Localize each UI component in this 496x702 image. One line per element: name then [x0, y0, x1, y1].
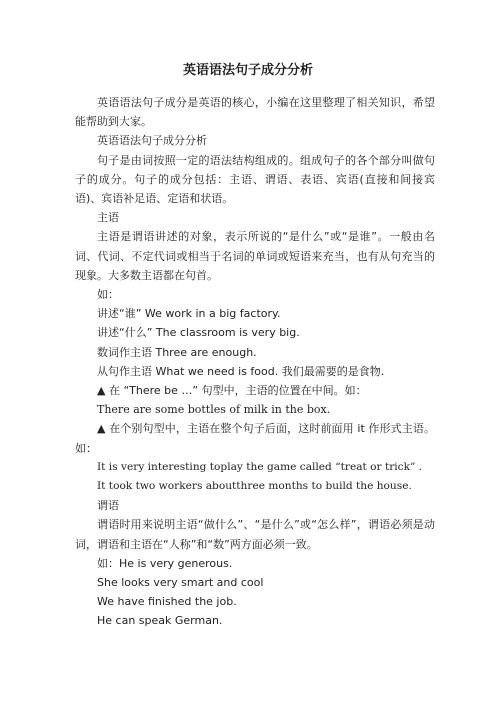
section-heading-analysis: 英语语法句子成分分析	[97, 134, 207, 148]
predicate-heading: 谓语	[97, 499, 119, 513]
definition-paragraph: 句子是由词按照一定的语法结构组成的。组成句子的各个部分叫做句子的成分。句子的成分包括：主语、谓语、表语、宾语(直接和间接宾语)、宾语补足语、定语和状语。	[75, 153, 435, 206]
example-there-be: There are some bottles of milk in the box.	[97, 403, 331, 417]
document-title: 英语语法句子成分分析	[182, 63, 313, 78]
predicate-example-4: He can speak German.	[97, 614, 223, 628]
predicate-example-3: We have finished the job.	[97, 595, 237, 609]
subject-heading: 主语	[97, 211, 119, 225]
example-line-numeral: 数词作主语 Three are enough.	[97, 345, 257, 359]
example-line-who: 讲述“谁” We work in a big factory.	[97, 307, 281, 321]
predicate-definition-paragraph: 谓语时用来说明主语“做什么”、“是什么”或“怎么样”，谓语必须是动词，谓语和主语在“人称”和“数”两方面必须一致。	[75, 518, 435, 551]
subject-definition-paragraph: 主语是谓语讲述的对象，表示所说的“是什么”或“是谁”。一般由名词、代词、不定代词或相当于名词的单词或短语来充当，也有从句充当的现象。大多数主语都在句首。	[75, 230, 435, 282]
example-it-took: It took two workers aboutthree months to build the house.	[97, 480, 412, 493]
example-it-interesting: It is very interesting toplay the game called “treat or trick” .	[97, 460, 423, 473]
example-line-clause: 从句作主语 What we need is food. 我们最需要的是食物.	[97, 364, 385, 378]
document-body	[75, 93, 435, 631]
predicate-example-1: 如：He is very generous.	[97, 556, 233, 570]
example-line-what: 讲述“什么” The classroom is very big.	[97, 326, 300, 340]
predicate-example-2: She looks very smart and cool	[97, 576, 264, 590]
example-label: 如：	[97, 288, 119, 302]
note-there-be: ▲ 在 “There be …” 句型中，主语的位置在中间。如：	[97, 384, 367, 398]
intro-paragraph: 英语语法句子成分是英语的核心，小编在这里整理了相关知识，希望能帮助到大家。	[75, 96, 435, 129]
note-formal-subject: ▲ 在个别句型中，主语在整个句子后面，这时前面用 it 作形式主语。如：	[75, 422, 435, 455]
